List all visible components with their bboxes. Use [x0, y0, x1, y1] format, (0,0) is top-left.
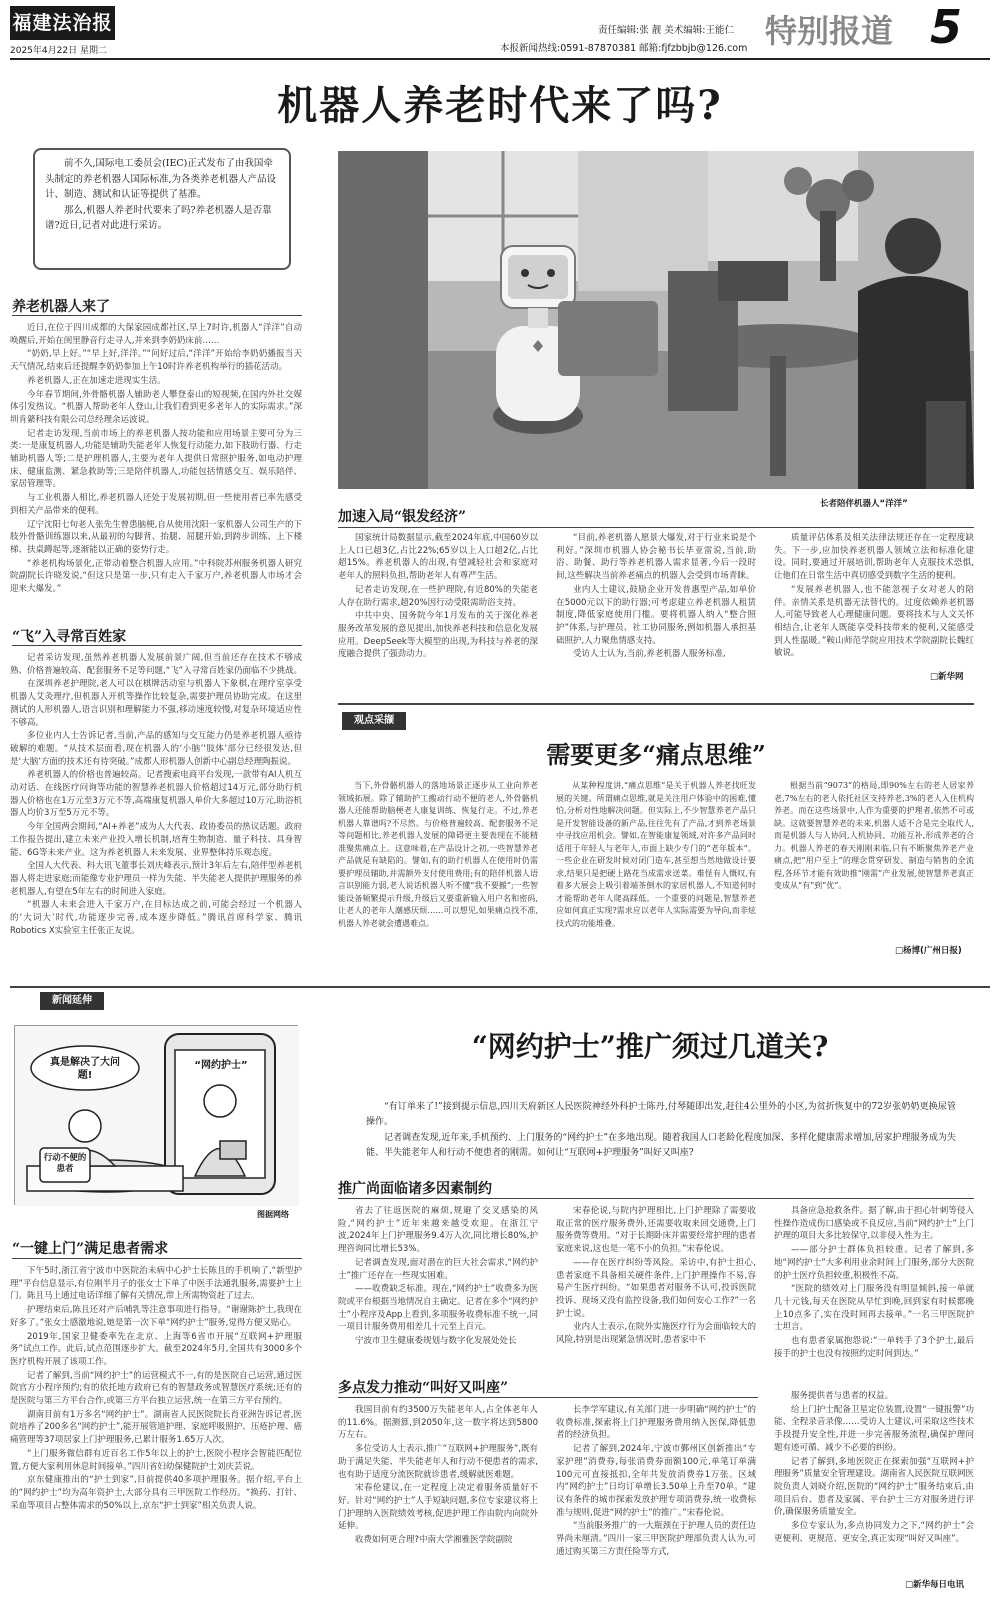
- paragraph: 养老机器人,正在加速走进现实生活。: [27, 375, 166, 386]
- paragraph: “当前服务推广的一大瓶颈在于护理人员的责任边界尚未厘清。”四川一家三甲医院护理部负责人认为,可通过购买第三方责任险等方式,: [556, 1521, 756, 1557]
- paragraph: 湖南目前有1万多名“网约护士”。湖南省人民医院院长肖亚洲告诉记者,医院培养了200多名“网约护士”,能开展管道护理、家庭呼吸照护、压疮护理、癌痛管理等37项居家上门护理服务,已累计服务1.65万人次。: [10, 1409, 302, 1446]
- paragraph: 记者了解到,当前“网约护士”的运营模式不一,有的是医院自己运营,通过医院官方小程序预约;有的依托地方政府已有的智慧政务或智慧医疗系统;还有的是医院与第三方平台合作,或第三方平台独立运营,统一在第三方平台预约。: [10, 1370, 302, 1407]
- article-column: [774, 1205, 974, 1383]
- heading-underline: [12, 1258, 302, 1259]
- source-credit: □杨博(广州日报): [895, 946, 962, 956]
- page-number: 5: [930, 0, 963, 54]
- section-heading-multi-effort: 多点发力推动“叫好又叫座”: [338, 1380, 509, 1396]
- paragraph: 宋春伦说,与院内护理相比,上门护理除了需要收取正常的医疗服务费外,还需要收取来回交通费,上门服务费等费用。“对于长期卧床并需要经常护理的患者家庭来说,这也是一笔不小的负担。”宋春伦说。: [556, 1206, 756, 1255]
- extension-top-rule: [10, 986, 990, 988]
- article-column: [10, 1265, 302, 1591]
- section-heading-silver-economy: 加速入局“银发经济”: [338, 509, 467, 525]
- paragraph: 质量评估体系及相关法律法规还存在一定程度缺失。下一步,应加快养老机器人领域立法和标准化建设。同时,要通过开展培训,帮助老年人克服技术恐惧,让他们在日常生活中真切感受到数字生活的便利。: [774, 533, 974, 582]
- paragraph: 记者调查发现,面对潜在的巨大社会需求,“网约护士”推广还存在一些现实困难。: [338, 1257, 538, 1281]
- paragraph: 全国人大代表、科大讯飞董事长刘庆峰表示,预计3年后左右,陪伴型养老机器人将走进家庭;而能像专业护理员一样为失能、半失能老人提供护理服务的养老机器人,有望在5年左右的时间进入家庭。: [10, 861, 302, 897]
- paragraph: 下午5时,浙江省宁波市中医院治未病中心护士长陈且的手机响了,“新型护理”平台信息显示,有位刚半月子的张女士下单了中医手法通乳服务,需要护士上门。陈且马上通过电话详细了解有关情况,带上所需物资赶了过去。: [10, 1266, 302, 1302]
- article-column: [556, 1404, 756, 1564]
- illustration-caption: 图据网络: [257, 1210, 289, 1219]
- paragraph: 服务提供者与患者的权益。: [791, 1391, 894, 1401]
- heading-underline: [338, 1397, 758, 1398]
- paragraph: 根据当前“9073”的格局,即90%左右的老人居家养老,7%左右的老人依托社区支持养老,3%的老人入住机构养老。而在这些场景中,人作为重要的护理者,依然不可或缺。这就要智慧养老的未来,机器人适不合是完全取代人,而是机器人与人协同,人机协同、功能互补,形成养老的合力。机器人养老的春天刚刚来临,只有不断聚焦养老产业痛点,把“用户至上”的理念贯穿研发、制造与销售的全流程,各环节才能有效助推“刚需”产业发展,使智慧养老真正变成从“有”到“优”。: [774, 781, 974, 890]
- main-headline: 机器人养老时代来了吗?: [277, 82, 723, 129]
- paragraph: 从某种程度讲,“痛点思维”是关于机器人养老找旺发展的关键。所谓痛点思维,就是关注用户体验中的困难,懂怕,分析对性地解决问题。但实际上,不少智慧养老产品只是开发智能设备的新产品,往往先有了产品,才到养老场景中寻找应用机会。譬如,在智能康复领域,对许多产品同时适用于年轻人与老年人,市面上缺少专门的“老年版本”。一些企业在研发时候对闭门造车,甚至想当然地做设计要求,结果只是把硬上路花当成需求送菜。难怪有人慨叹,有着多大展会上吸引着端茶倒水的家居机器人,不知道何时才能帮助老年人爬高踩低。一个重要的问题是,智慧养老应如何真正实现?需求应以老年人实际需要为导向,而非炫技式的功能堆叠。: [556, 781, 756, 928]
- speech-bubble: 真是解决了大问题!: [50, 1057, 120, 1081]
- paragraph: 养老机器人的价格也普遍较高。记者搜索电商平台发现,一款带有AI人机互动对话、在线医疗问询等功能的智慧养老机器人价格超过14万元,部分助行机器人价格也在1万元至3万元不等,高端康复机器人单价大多超过10万元,助浴机器人均价3万至5万元不等。: [10, 770, 302, 819]
- section-heading-constraints: 推广尚面临诸多因素制约: [338, 1181, 492, 1197]
- robot-photo: [338, 151, 974, 489]
- paragraph: 具备应急抢救条件。据了解,由于担心针刺等侵入性操作造成伤口感染或不良反应,当前“网约护士”上门护理的项目大多比较保守,以非侵入性为主。: [774, 1206, 974, 1242]
- section-heading-robots-arrive: 养老机器人来了: [12, 299, 110, 315]
- paragraph: “目前,养老机器人愿景大爆发,对于行业来说是个利好。”深圳市机器人协会秘书长毕亚雷说,当前,助浴、助餐、助行等养老机器人需求显著,今后一段时间,这些解决当前养老痛点的机器人会受到市场青睐。: [556, 533, 756, 582]
- opinion-top-rule: [338, 703, 974, 705]
- paragraph: 记者采访发现,虽然养老机器人发展前景广阔,但当前还存在技术不够成熟、价格普遍较高、配套服务不足等问题,“飞”入寻常百姓家仍面临不少挑战。: [10, 653, 302, 676]
- heading-underline: [12, 315, 302, 316]
- paragraph: 受访人士认为,当前,养老机器人服务标准,: [573, 649, 726, 660]
- nurse-illustration: [14, 1025, 298, 1205]
- paragraph: 多位专家认为,多点协同发力之下,“网约护士”会更便利、更规范、更安全,真正实现“叫好又叫座”。: [774, 1521, 974, 1544]
- article-column: [338, 532, 538, 694]
- lead-paragraph: 那么,机器人养老时代要来了吗?养老机器人是否靠谱?近日,记者对此进行采访。: [45, 204, 272, 231]
- paragraph: 业内人士建议,鼓励企业开发普惠型产品,如单价在5000元以下的助行器;可考虑建立养老机器人租赁制度,降低家庭使用门槛。要将机器人纳入“整合照护”体系,与护理员、社工协同服务,例如机器人承担基础照护,人力聚焦情感支持。: [556, 584, 756, 646]
- paragraph: 中共中央、国务院今年1月发布的关于深化养老服务改革发展的意见提出,加快养老科技和信息化发展应用。DeepSeek等大模型的出现,为科技与养老的深度融合提供了强劲动力。: [338, 611, 538, 660]
- newspaper-masthead: 福建法治报: [10, 6, 115, 40]
- lead-summary-box: [33, 148, 291, 270]
- paragraph: 记者了解到,2024年,宁波市鄞州区创新推出“专家护理”消费券,每张消费券面额100元,单笔订单满100元可直接抵扣,全年共发放消费券1万张。区域内“网约护士”日均订单增长3.50单上升至70单。“建议有条件的城市探索发放护理专项消费券,统一收费标准与规则,促进“网约护士”的推广。”宋春伦说。: [556, 1444, 756, 1518]
- section-title: 特别报道: [765, 12, 894, 50]
- paragraph: “上门服务微信群有近百名工作5年以上的护士,医院小程序会智能匹配位置,方便大家利用休息时间接单。”四川省妇幼保健院护士刘庆芸说。: [10, 1448, 302, 1472]
- heading-underline: [12, 645, 302, 646]
- paragraph: 与工业机器人相比,养老机器人还处于发展初期,但一些使用者已率先感受到相关产品带来的便利。: [10, 493, 302, 516]
- extension-lead: [366, 1100, 956, 1180]
- paragraph: 在深圳养老护理院,老人可以在棋牌活动室与机器人下象棋,在理疗室享受机器人艾灸理疗,但机器人开机等操作比较复杂,需要护理员协助完成。在这里测试的人形机器人,语言识别和理解能力不强,移动速度较慢,对复杂环境适应性不够高。: [10, 679, 302, 728]
- nurse-cartoon: [15, 1026, 299, 1206]
- article-column: [10, 652, 302, 968]
- paragraph: 收费如何更合理?中南大学湘雅医学院副院: [355, 1535, 513, 1546]
- source-credit: □新华每日电讯: [905, 1580, 965, 1590]
- lead-paragraph: 前不久,国际电工委员会(IEC)正式发布了由我国牵头制定的养老机器人国际标准,为各类养老机器人产品设计、制造、测试和认证等提供了基准。: [45, 158, 277, 200]
- paragraph: 多位业内人士告诉记者,当前,产品的感知与交互能力仍是养老机器人亟待破解的难题。“从技术层面看,现在机器人的‘小脑’‘肢体’部分已经很发达,但是‘大脑’方面的技术还有待突破。”成都人形机器人创新中心副总经理陶振说。: [10, 731, 302, 767]
- photo-caption: 长者陪伴机器人“洋洋”: [820, 499, 908, 509]
- paragraph: 多位受访人士表示,推广“互联网+护理服务”,既有助于满足失能、半失能老年人和行动不便患者的需求,也有助于适度分流医院就诊患者,缓解就医难题。: [338, 1444, 538, 1480]
- paragraph: 2019年,国家卫健委率先在北京、上海等6省市开展“互联网+护理服务”试点工作。此后,试点范围逐步扩大。截至2024年5月,全国共有3000多个医疗机构开展了该项工作。: [10, 1331, 302, 1367]
- patient-sign: 行动不便的患者: [43, 1153, 87, 1174]
- editor-credits: 责任编辑:张 靓 美术编辑:王能仁: [598, 25, 734, 36]
- paragraph: “奶奶,早上好。”“早上好,洋洋。”“问好过后,“洋洋”开始给李奶奶播报当天天气情况,结束后还提醒李奶奶参加上午10时许养老机构举行的插花活动。: [10, 349, 302, 373]
- paragraph: 业内人士表示,在院外实施医疗行为会面临较大的风险,特别是出现紧急情况时,患者家中不: [556, 1322, 756, 1346]
- paragraph: ——收费缺乏标准。现在,“网约护士”收费多为医院或平台根据当地情况自主确定。记者在多个“网约护士”小程序及App上看到,多项服务收费标准不统一,同一项目计服务费用相差几十元至上百元。: [338, 1284, 538, 1333]
- opinion-column: [556, 780, 756, 960]
- article-column: [10, 322, 302, 610]
- paragraph: 当下,外骨骼机器人的落地场景正逐步从工业向养老领域拓展。除了辅助护工搬动行动不便的老人,外骨骼机器人还能帮助脑梗老人康复训练、恢复行走。不过,养老机器人靠谱吗?不尽然。与价格普遍较高、配套服务不足等问题相比,养老机器人发展的障碍更主要表现在不能精准聚焦痛点上。这意味着,在产品设计之初,一些智慧养老产品就是有缺陷的。譬如,有的助行机器人在使用时仍需要护理员辅助,并需额外支付使用费用;有的陪伴机器人语言识别能力弱,老人说话机器人听不懂“我不要搬”;一些智能设备频繁提示升级,升级后又要重新输入用户名和密码,让老人的老年人潮感厌烦……可以想见,如果痛点找不准,机器人养老就会遭遇难点。: [338, 781, 538, 928]
- article-column: [556, 1205, 756, 1365]
- extension-headline: “网约护士”推广须过几道关?: [471, 1030, 829, 1063]
- paragraph: “医院的绩效对上门服务没有明显倾斜,接一单就几十元钱,每天在医院从早忙到晚,回到家有时候都晚上10点多了,实在没时间再去接单。”一名三甲医院护士坦言。: [774, 1284, 974, 1333]
- paragraph: 我国目前有约3500万失能老年人,占全体老年人的11.6%。据测算,到2050年,这一数字将达到5800万左右。: [338, 1405, 538, 1441]
- paragraph: 护理结束后,陈且还对产后哺乳等注意事项进行指导。“谢谢陈护士,我现在好多了。”张女士感激地说,她是第一次下单“网约护士”服务,觉得方便又贴心。: [10, 1305, 302, 1328]
- heading-underline: [338, 1198, 974, 1199]
- paragraph: 也有患者家属抱怨说:“一单转手了3个护士,最后接手的护士也没有按照约定时间到达。”: [774, 1336, 974, 1359]
- robot-photo-illustration: [338, 151, 974, 489]
- article-column: [556, 532, 756, 694]
- paragraph: 记者调查发现,近年来,手机预约、上门服务的“网约护士”在多地出现。随着我国人口老龄化程度加深、多样化健康需求增加,居家护理服务成为失能、半失能老年人和行动不便患者的刚需。如何让“互联网+护理服务”叫好又叫座?: [366, 1133, 956, 1158]
- paragraph: 今年全国两会期间,“AI+养老”成为人大代表、政协委员的热议话题。政府工作报告提出,建立未来产业投入增长机制,培育生物制造、量子科技、具身智能、6G等未来产业。这为养老机器人未来发展、业界整体持乐观态度。: [10, 822, 302, 858]
- paragraph: ——部分护士群体负担较重。记者了解到,多地“网约护士”大多利用业余时间上门服务,部分大医院的护士医疗负担较重,积极性不高。: [774, 1245, 974, 1281]
- contact-info: 本报新闻热线:0591-87870381 邮箱:fjfzbbjb@126.com: [500, 43, 748, 54]
- paragraph: “发展养老机器人,也不能忽视子女对老人的陪伴。亲情关系是机器无法替代的。过度依赖养老机器人,可能导致老人心理健康问题。要将技术与人文关怀相结合,让老年人既能享受科技带来的便利,又能感受到人性温暖。”鞍山师范学院应用技术学院副院长魏红敏说。: [774, 584, 974, 659]
- paragraph: 记者了解到,多地医院正在探索加强“互联网+护理服务”质量安全管理建设。湖南省人民医院互联网医院负责人刘晓介绍,医院的“网约护士”服务结束后,由项目后台、患者及家属、平台护士三方对服务进行评价,确保服务质量安全。: [774, 1456, 974, 1518]
- heading-underline: [338, 527, 974, 528]
- paragraph: 记者走访发现,在一些护理院,有近80%的失能老人存在助行需求,超20%因行动受限需助浴支持。: [338, 584, 538, 608]
- opinion-headline: 需要更多“痛点思维”: [546, 740, 766, 769]
- article-column: [338, 1404, 538, 1564]
- article-column: [338, 1205, 538, 1365]
- paragraph: 近日,在位于四川成都的大保家园成都社区,早上7时许,机器人“洋洋”自动唤醒后,开始在闺里静音行走寻人,并来到李奶奶床前……: [10, 323, 302, 346]
- paragraph: 长李学军建议,有关部门进一步明确“网约护士”的收费标准,探索将上门护理服务费用纳入医保,降低患者的经济负担。: [556, 1405, 756, 1441]
- paragraph: 宁波市卫生健康委规划与数字化发展处处长: [355, 1336, 517, 1347]
- paragraph: 今年春节期间,外骨骼机器人辅助老人攀登泰山的短视频,在国内外社交媒体引发热议。“机器人帮助老年人登山,让我们看到更多老年人的实际需求。”深圳肯綮科技有限公司总经理余运波说。: [10, 389, 302, 425]
- article-column: [774, 532, 974, 666]
- paragraph: “机器人未来会进入千家万户,在目标达成之前,可能会经过一个机器人的‘大词大’时代,功能逐步完善,成本逐步降低。”腾讯首席科学家、腾讯Robotics X实验室主任张正友说。: [10, 900, 302, 936]
- paragraph: 给上门护士配备卫星定位装置,设置“一键报警”功能、全程录音录像……受访人士建议,可采取这些技术手段提升安全性,并进一步完善服务流程,确保护理问题有迹可循、减少不必要的纠纷。: [774, 1404, 974, 1453]
- extension-tag: 新闻延伸: [40, 992, 104, 1010]
- paragraph: 宋春伦建议,在一定程度上决定着服务质量好不好。针对“网约护士”人手短缺问题,多位专家建议将上门护理纳入医院绩效考核,促进护理工作由院内向院外延伸。: [338, 1483, 538, 1532]
- header-divider: [10, 58, 990, 60]
- paragraph: ——存在医疗纠纷等风险。采访中,有护士担心,患者家庭不具备相关硬件条件,上门护理操作不易,容易产生医疗纠纷。“如果患者对服务不认可,投诉医院投诉、现场又没有监控设备,我们如何安心工作?”一名护士说。: [556, 1257, 756, 1319]
- section-heading-into-homes: “飞”入寻常百姓家: [12, 629, 127, 645]
- opinion-column: [338, 780, 538, 960]
- opinion-column: [774, 780, 974, 932]
- opinion-tag: 观点采撷: [342, 712, 406, 730]
- paragraph: “养老机构场景化,正带动着整合机器人应用。”中科院苏州服务机器人研究院副院长许晓发说,“但这只是第一步,只有走入千家万户,养老机器人市场才会迎来大爆发。”: [10, 558, 302, 595]
- phone-screen-label: “网约护士”: [194, 1060, 248, 1071]
- paragraph: 国家统计局数据显示,截至2024年底,中国60岁以上人口已超3亿,占比22%;65岁以上人口超2亿,占比超15%。养老机器人的出现,有望减轻社会和家庭对老年人的照料负担,帮助老年人有尊严生活。: [338, 533, 538, 582]
- section-heading-one-click: “一键上门”满足患者需求: [12, 1241, 169, 1257]
- paragraph: “有订单来了!”接到提示信息,四川天府新区人民医院神经外科护士陈丹,付琴随即出发,赶往4公里外的小区,为贫折恢复中的72岁张奶奶更换尿管操作。: [366, 1102, 956, 1127]
- source-credit: □新华网: [930, 672, 964, 682]
- paragraph: 京东健康推出的“护士到家”,目前提供40多项护理服务。据介绍,平台上的“网约护士”均为高年资护士,大部分具有三甲医院工作经历。“换药、打针、采血等项目占整体需求的50%以上,京东“护士到家”相关负责人说。: [10, 1475, 302, 1511]
- issue-date: 2025年4月22日 星期二: [10, 46, 107, 56]
- article-column: [774, 1390, 974, 1576]
- paragraph: 辽宁沈阳七旬老人张先生曾患脑梗,自从使用沈阳一家机器人公司生产的下肢外骨骼训练器以来,从最初的勾脚背、抬腿、屈腿开始,到跨步训练、上下楼梯、扶桌蹲起等,逐渐能以正确的姿势行走。: [10, 519, 302, 555]
- paragraph: 省去了往返医院的麻烦,规避了交叉感染的风险,“网约护士”近年来越来越受欢迎。在浙江宁波,2024年上门护理服务9.4万人次,同比增长80%,护理咨询同比增长53%。: [338, 1206, 538, 1255]
- paragraph: 记者走访发现,当前市场上的养老机器人按功能和应用场景主要可分为三类:一是康复机器人,功能是辅助失能老年人恢复行动能力,如下肢助行器、行走辅助机器人等;二是护理机器人,主要为老年人提供日常照护服务,如电动护理床、健康监测、紧急救助等;三是陪伴机器人,功能包括情感交互、娱乐陪伴、家居管理等。: [10, 428, 302, 490]
